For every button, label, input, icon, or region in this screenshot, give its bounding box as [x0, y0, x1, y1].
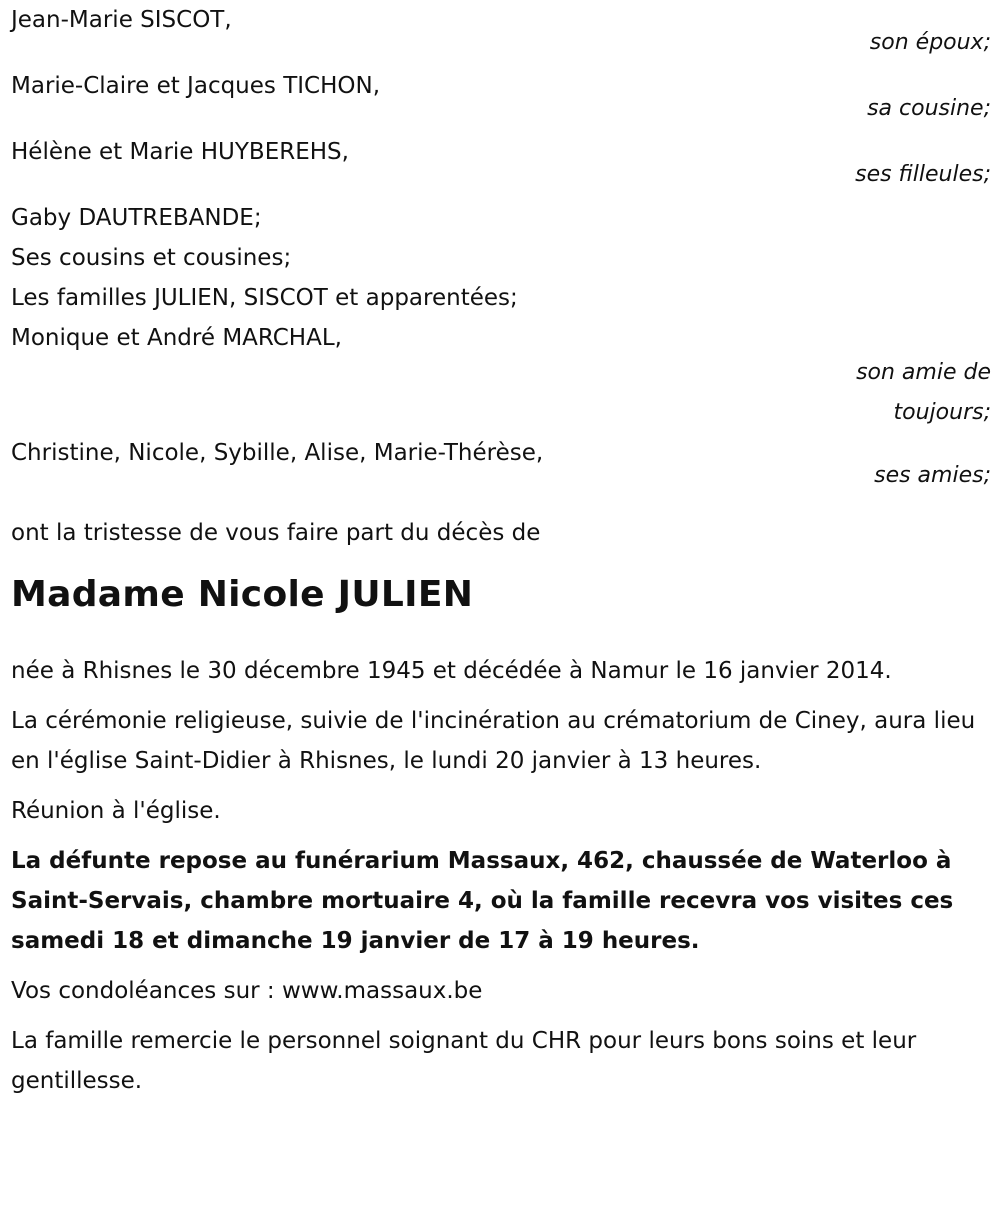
thanks-paragraph: La famille remercie le personnel soignant du CHR pour leurs bons soins et leur gentillesse.	[11, 1028, 917, 1094]
mourner-entry	[11, 66, 991, 129]
mourner-role: ses filleules;	[855, 162, 991, 187]
condolences-paragraph: Vos condoléances sur : www.massaux.be	[11, 978, 483, 1004]
reunion-paragraph: Réunion à l'église.	[11, 798, 221, 824]
mourner-entry	[11, 0, 991, 63]
mourner-role: son amie de	[856, 360, 991, 385]
group-line: Les familles JULIEN, SISCOT et apparentées;	[11, 285, 518, 311]
group-line: Monique et André MARCHAL,	[11, 325, 342, 351]
obituary-notice	[11, 0, 991, 1111]
group-line: Gaby DAUTREBANDE;	[11, 205, 262, 231]
mourner-role: toujours;	[893, 400, 991, 425]
mourner-name: Christine, Nicole, Sybille, Alise, Marie-Thérèse,	[11, 440, 544, 466]
mourner-group	[11, 198, 991, 433]
mourner-role: sa cousine;	[867, 96, 991, 121]
mourner-entry	[11, 132, 991, 195]
mourner-role: ses amies;	[874, 463, 991, 488]
mourner-name: Hélène et Marie HUYBEREHS,	[11, 139, 349, 165]
ceremony-paragraph: La cérémonie religieuse, suivie de l'incinération au crématorium de Ciney, aura lieu en l'église Saint-Didier à Rhisnes, le lundi 20 janvier à 13 heures.	[11, 708, 976, 774]
deceased-name: Madame Nicole JULIEN	[11, 574, 474, 615]
group-line: Ses cousins et cousines;	[11, 245, 292, 271]
announcement-text: ont la tristesse de vous faire part du décès de	[11, 520, 541, 546]
mourner-entry	[11, 433, 991, 496]
funerarium-paragraph: La défunte repose au funérarium Massaux, 462, chaussée de Waterloo à Saint-Servais, chambre mortuaire 4, où la famille recevra vos visites ces samedi 18 et dimanche 19 janvier de 17 à 19 heures.	[11, 848, 954, 954]
birth-death-paragraph: née à Rhisnes le 30 décembre 1945 et décédée à Namur le 16 janvier 2014.	[11, 658, 892, 684]
mourner-role: son époux;	[869, 30, 991, 55]
mourner-name: Marie-Claire et Jacques TICHON,	[11, 73, 381, 99]
mourner-name: Jean-Marie SISCOT,	[11, 7, 232, 33]
